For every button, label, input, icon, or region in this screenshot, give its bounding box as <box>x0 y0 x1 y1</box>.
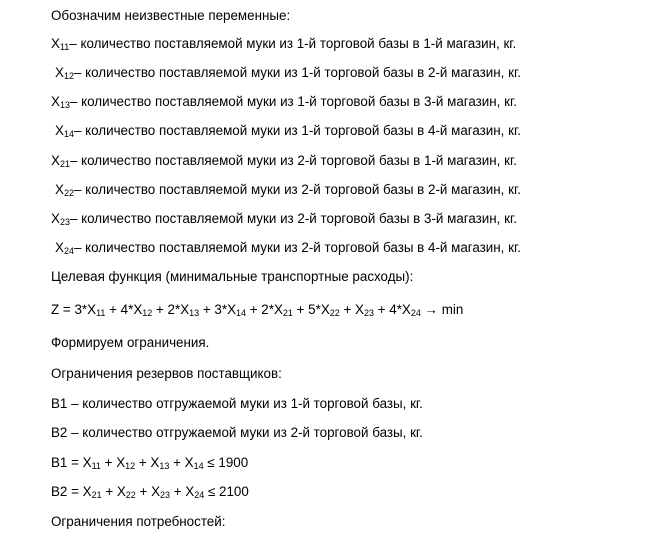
variable-subscript: 22 <box>63 188 74 198</box>
variable-subscript: 24 <box>194 490 205 500</box>
constraints-heading: Формируем ограничения. <box>51 335 210 350</box>
variable-subscript: 22 <box>125 490 136 500</box>
term-coefficient: + 3* <box>199 302 228 317</box>
variable-symbol: X <box>51 36 60 51</box>
variable-definition <box>55 239 521 257</box>
variable-definition <box>55 181 521 199</box>
variable-symbol: X <box>55 182 64 197</box>
equation-prefix: Z = <box>51 302 75 317</box>
variable-description: – количество поставляемой муки из 1-й торговой базы в 4-й магазин, кг. <box>73 123 521 138</box>
variable-symbol: X <box>150 455 160 470</box>
variable-symbol: X <box>51 211 60 226</box>
supplier-heading: Ограничения резервов поставщиков: <box>51 366 282 381</box>
term-coefficient: + 4* <box>374 302 402 317</box>
variable-symbol: X <box>55 123 64 138</box>
variable-subscript: 11 <box>96 308 106 318</box>
variable-subscript: 23 <box>160 490 171 500</box>
variable-subscript: 23 <box>363 308 374 318</box>
term-coefficient: + <box>169 455 185 470</box>
variable-subscript: 13 <box>59 100 70 110</box>
variable-definition <box>51 152 517 170</box>
term-coefficient: + 4* <box>105 302 134 317</box>
variable-subscript: 14 <box>236 308 247 318</box>
term-coefficient: 3* <box>74 302 88 317</box>
variable-symbol: X <box>82 484 92 499</box>
variable-subscript: 11 <box>91 461 101 471</box>
variable-symbol: X <box>227 302 237 317</box>
b2-equation <box>51 483 249 501</box>
variable-subscript: 12 <box>63 71 74 81</box>
equation-prefix: B1 = <box>51 455 83 470</box>
variable-symbol: X <box>401 302 411 317</box>
b1-definition: B1 – количество отгружаемой муки из 1-й торговой базы, кг. <box>51 396 423 411</box>
variable-subscript: 21 <box>59 159 70 169</box>
variable-symbol: X <box>116 455 126 470</box>
term-coefficient: + 5* <box>292 302 321 317</box>
variable-subscript: 14 <box>63 129 74 139</box>
variable-subscript: 12 <box>125 461 136 471</box>
variable-symbol: X <box>51 153 60 168</box>
equation-suffix: ≤ 2100 <box>204 484 249 499</box>
variable-subscript: 21 <box>91 490 102 500</box>
variable-subscript: 11 <box>59 42 70 52</box>
variable-description: – количество поставляемой муки из 2-й торговой базы в 4-й магазин, кг. <box>73 240 521 255</box>
variable-description: – количество поставляемой муки из 1-й торговой базы в 3-й магазин, кг. <box>69 94 517 109</box>
equation-suffix: → min <box>420 302 464 317</box>
variable-symbol: X <box>55 240 64 255</box>
objective-function <box>51 301 463 319</box>
variable-subscript: 24 <box>63 246 74 256</box>
variable-subscript: 21 <box>282 308 293 318</box>
variable-symbol: X <box>151 484 161 499</box>
variable-symbol: X <box>355 302 364 317</box>
variable-subscript: 13 <box>189 308 200 318</box>
variable-definition <box>51 35 516 53</box>
term-coefficient: + 2* <box>152 302 181 317</box>
variable-symbol: X <box>133 302 143 317</box>
term-coefficient: + <box>135 455 151 470</box>
variable-symbol: X <box>87 302 97 317</box>
variable-definition <box>51 210 517 228</box>
objective-heading: Целевая функция (минимальные транспортные расходы): <box>51 269 414 284</box>
variable-description: – количество поставляемой муки из 1-й торговой базы в 1-й магазин, кг. <box>69 36 517 51</box>
term-coefficient: + <box>170 484 186 499</box>
variable-subscript: 12 <box>142 308 153 318</box>
variable-subscript: 24 <box>410 308 421 318</box>
intro-text: Обозначим неизвестные переменные: <box>51 8 291 23</box>
variable-symbol: X <box>180 302 190 317</box>
term-coefficient: + <box>100 455 117 470</box>
variable-symbol: X <box>116 484 126 499</box>
variable-definition <box>55 64 521 82</box>
variable-subscript: 22 <box>329 308 340 318</box>
variable-description: – количество поставляемой муки из 2-й торговой базы в 1-й магазин, кг. <box>69 153 517 168</box>
variable-subscript: 13 <box>159 461 170 471</box>
term-coefficient: + <box>339 302 356 317</box>
b1-equation <box>51 454 248 472</box>
variable-symbol: X <box>320 302 330 317</box>
equation-suffix: ≤ 1900 <box>203 455 249 470</box>
term-coefficient: + 2* <box>246 302 274 317</box>
demand-heading: Ограничения потребностей: <box>51 514 226 529</box>
variable-symbol: X <box>51 94 60 109</box>
b2-definition: B2 – количество отгружаемой муки из 2-й торговой базы, кг. <box>51 425 423 440</box>
variable-description: – количество поставляемой муки из 2-й торговой базы в 3-й магазин, кг. <box>69 211 517 226</box>
term-coefficient: + <box>101 484 117 499</box>
variable-description: – количество поставляемой муки из 1-й торговой базы в 2-й магазин, кг. <box>73 65 521 80</box>
variable-subscript: 14 <box>193 461 204 471</box>
variable-symbol: X <box>184 455 194 470</box>
term-coefficient: + <box>135 484 152 499</box>
equation-prefix: B2 = <box>51 484 83 499</box>
variable-definition <box>51 93 517 111</box>
variable-symbol: X <box>55 65 64 80</box>
variable-definition <box>55 122 521 140</box>
variable-subscript: 23 <box>59 217 70 227</box>
variable-description: – количество поставляемой муки из 2-й торговой базы в 2-й магазин, кг. <box>73 182 521 197</box>
variable-symbol: X <box>82 455 92 470</box>
variable-symbol: X <box>273 302 283 317</box>
variable-symbol: X <box>185 484 195 499</box>
